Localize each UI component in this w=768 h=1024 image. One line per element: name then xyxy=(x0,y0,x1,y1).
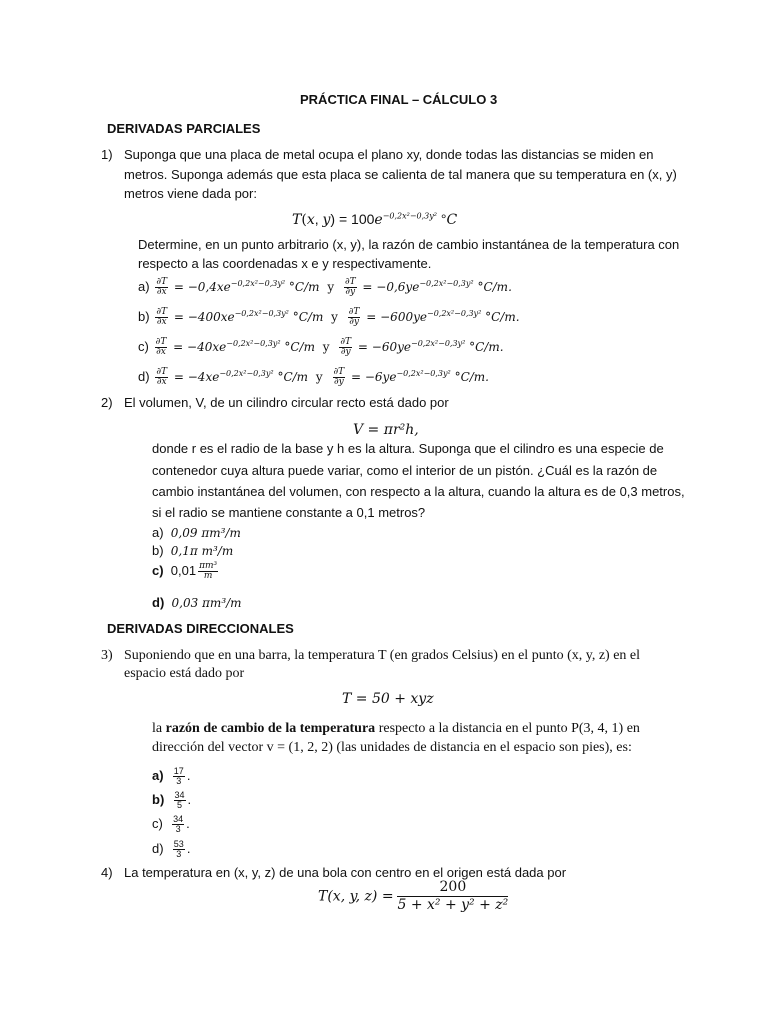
q2-option-b: b) 0,1π m³/m xyxy=(152,543,234,558)
q2-line2: contenedor cuya altura puede variar, como el interior de un pistón. ¿Cuál es la razón de xyxy=(152,463,658,478)
q4-formula: T(x, y, z) = $\frac{200}{\text{5 + x² + y² + z²}}$ xyxy=(318,879,509,914)
q2-line3: cambio instantánea del volumen, con respecto a la altura, cuando la altura es de 0,3 metros, xyxy=(152,484,685,499)
q4-intro: La temperatura en (x, y, z) de una bola con centro en el origen está dada por xyxy=(124,865,567,880)
q1-instruction-line2: respecto a las coordenadas x e y respectivamente. xyxy=(138,256,432,271)
q1-line2: metros. Suponga además que esta placa se calienta de tal manera que su temperatura en (x, y) xyxy=(124,167,677,182)
q3-line1: Suponiendo que en una barra, la temperatura T (en grados Celsius) en el punto (x, y, z) en el xyxy=(124,648,641,663)
section-heading-directional: DERIVADAS DIRECCIONALES xyxy=(107,621,294,636)
q1-option-a: a) $\frac{\partial T}{\partial x}$ = $-0,4xe^{-0,2x^2-0,3y^2}$ °C/m y $\frac{\partial T}{\partial y}$ = $-0,6ye^{-0,2x^2-0,3y^2}$ °C/m. xyxy=(138,277,512,297)
q2-option-a: a) 0,09 πm³/m xyxy=(152,525,241,540)
q2-number: 2) xyxy=(101,395,113,410)
q2-option-c: c) 0,01 $\frac{\text{πm³}}{m}$ xyxy=(152,561,218,581)
q3-option-b: b) $\frac{34}{5}$ . xyxy=(152,790,192,810)
section-heading-partial: DERIVADAS PARCIALES xyxy=(107,121,261,136)
q1-instruction-line1: Determine, en un punto arbitrario (x, y), la razón de cambio instantánea de la temperatura con xyxy=(138,237,680,252)
page-title: PRÁCTICA FINAL – CÁLCULO 3 xyxy=(300,92,498,107)
q1-number: 1) xyxy=(101,147,113,162)
q1-formula: T(x, $y) = 100e^{-0,2x^2-0,3y^2}$ °C xyxy=(292,211,458,228)
q2-formula: V = πr²h, xyxy=(353,422,419,438)
q3-option-a: a) $\frac{17}{3}$ . xyxy=(152,766,191,786)
q2-line4: si el radio se mantiene constante a 0,1 metros? xyxy=(152,505,426,520)
q3-number: 3) xyxy=(101,648,113,663)
q3-line4: dirección del vector v = (1, 2, 2) (las unidades de distancia en el espacio son pies), es: xyxy=(152,740,632,755)
q3-line3: la razón de cambio de la temperatura respecto a la distancia en el punto P(3, 4, 1) en xyxy=(152,721,640,736)
q3-option-c: c) $\frac{34}{3}$ . xyxy=(152,814,190,834)
q1-option-c: c) $\frac{\partial T}{\partial x}$ = $-40xe^{-0,2x^2-0,3y^2}$ °C/m y $\frac{\partial T}{\partial y}$ = $-60ye^{-0,2x^2-0,3y^2}$ °C/m. xyxy=(138,337,504,357)
q3-option-d: d) $\frac{53}{3}$ . xyxy=(152,839,191,859)
q3-formula: T = 50 + xyz xyxy=(342,691,434,707)
q1-option-d: d) $\frac{\partial T}{\partial x}$ = $-4xe^{-0,2x^2-0,3y^2}$ °C/m y $\frac{\partial T}{\partial y}$ = $-6ye^{-0,2x^2-0,3y^2}$ °C/m. xyxy=(138,367,489,387)
q4-number: 4) xyxy=(101,865,113,880)
q2-line1: donde r es el radio de la base y h es la altura. Suponga que el cilindro es una especie de xyxy=(152,441,664,456)
q1-line1: Suponga que una placa de metal ocupa el plano xy, donde todas las distancias se miden en xyxy=(124,147,654,162)
q3-line2: espacio está dado por xyxy=(124,666,245,681)
q1-line3: metros viene dada por: xyxy=(124,186,257,201)
q1-option-b: b) $\frac{\partial T}{\partial x}$ = $-400xe^{-0,2x^2-0,3y^2}$ °C/m y $\frac{\partial T}{\partial y}$ = $-600ye^{-0,2x^2-0,3y^2}$ °C/m. xyxy=(138,307,520,327)
q2-option-d: d) 0,03 πm³/m xyxy=(152,595,242,610)
q2-intro: El volumen, V, de un cilindro circular recto está dado por xyxy=(124,395,449,410)
